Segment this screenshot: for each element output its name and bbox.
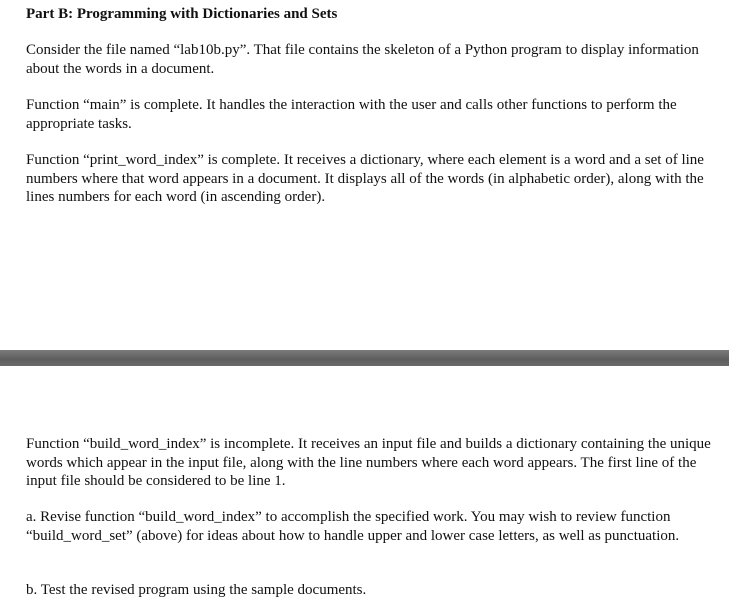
page-break-divider [0, 350, 729, 366]
paragraph-print-word-index: Function “print_word_index” is complete. It receives a dictionary, where each element is a word and a set of line numbers where that word appears in a document. It displays all of the words (in alphabetic order), along with the lines numbers for each word (in ascending order). [26, 152, 704, 205]
paragraph-intro: Consider the file named “lab10b.py”. That file contains the skeleton of a Python program to display information about the words in a document. [26, 42, 699, 77]
paragraph-build-word-index: Function “build_word_index” is incomplete. It receives an input file and builds a dictionary containing the unique words which appear in the input file, along with the line numbers where each word appears. The first line of the input file should be considered to be line 1. [26, 436, 711, 489]
task-item-b: b. Test the revised program using the sample documents. [26, 582, 367, 598]
task-item-a: a. Revise function “build_word_index” to accomplish the specified work. You may wish to review function “build_word_set” (above) for ideas about how to handle upper and lower case letters, as well as punctuation. [26, 509, 680, 544]
section-heading: Part B: Programming with Dictionaries and Sets [26, 6, 338, 22]
document-page-bottom [0, 366, 729, 610]
paragraph-main-function: Function “main” is complete. It handles the interaction with the user and calls other functions to perform the appropriate tasks. [26, 97, 677, 132]
